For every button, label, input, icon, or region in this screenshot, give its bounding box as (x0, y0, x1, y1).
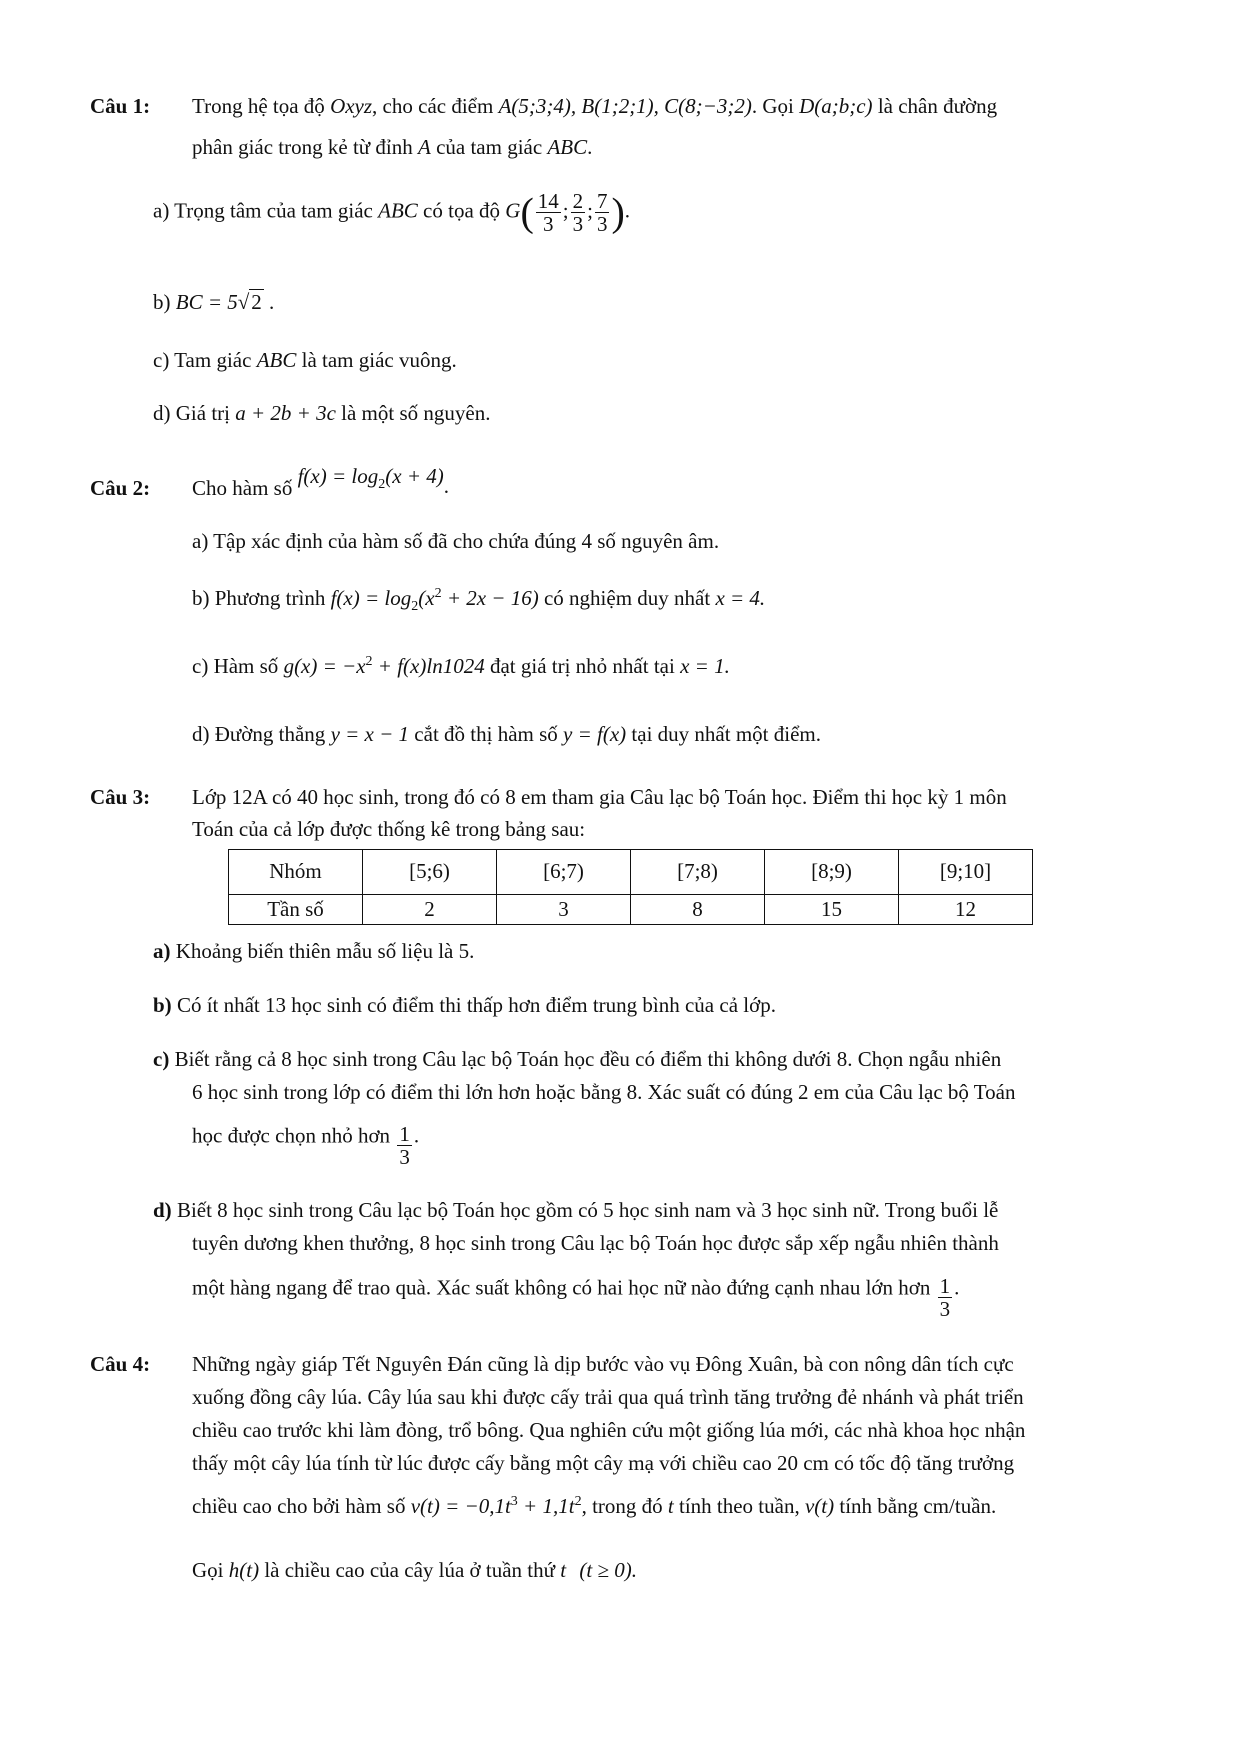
q1-line2-text-b: của tam giác (436, 135, 543, 159)
q3-b-label: b) (153, 993, 172, 1017)
q1-d-text2: là một số nguyên. (341, 401, 491, 425)
q2-c-solution: x = 1. (680, 654, 730, 678)
q3-statement-b (153, 991, 776, 1020)
q4-line6-condition: (t ≥ 0). (579, 1558, 637, 1582)
q3-a-label: a) (153, 939, 171, 963)
table-header-cell: [6;7) (497, 850, 631, 895)
q3-c-line2: 6 học sinh trong lớp có điểm thi lớn hơn hoặc bằng 8. Xác suất có đúng 2 em của Câu lạc bộ Toán (192, 1080, 1016, 1104)
q4-velocity-fn-2: + 1,1t (517, 1494, 575, 1518)
fraction: $\frac{7}{3}$ (596, 189, 608, 237)
q1-a-triangle: ABC (378, 198, 418, 223)
q4-sup-1: 3 (510, 1494, 518, 1509)
q1-line-2: phân giác trong kẻ từ đỉnh A của tam giác ABC. (192, 135, 593, 159)
q1-point-d: D(a;b;c) (799, 94, 873, 118)
q4-line-6 (192, 1556, 637, 1585)
q4-var-t: t (667, 1494, 674, 1518)
table-row (229, 895, 1033, 925)
fraction: $\frac{1}{3}$ (399, 1122, 410, 1170)
q2-b-math: f(x) = log (330, 586, 412, 610)
q1-d-text: d) Giá trị (153, 401, 230, 425)
q2-statement-c (192, 652, 730, 681)
frequency-table (228, 849, 1033, 925)
q2-statement-d (192, 720, 821, 749)
q2-intro: Cho hàm số $f(x) = \log_2(x + 4)$. (192, 464, 449, 500)
q1-line-1 (192, 92, 997, 121)
q2-b-text2: có nghiệm duy nhất (543, 586, 711, 610)
q4-line5-text-c: tính theo tuần, (678, 1494, 800, 1518)
q1-vertex: A (418, 135, 431, 159)
table-header-cell: [8;9) (765, 850, 899, 895)
q3-d-line1: Biết 8 học sinh trong Câu lạc bộ Toán học gồm có 5 học sinh nam và 3 học sinh nữ. Trong buổi lễ (176, 1198, 999, 1222)
q4-line5-text-d: tính bằng cm/tuần. (839, 1494, 997, 1518)
table-cell: 2 (363, 895, 497, 925)
q2-statement-a (192, 527, 719, 556)
q2-b-solution: x = 4. (715, 586, 766, 610)
q2-d-text: d) Đường thẳng (192, 722, 326, 746)
q3-a-text: Khoảng biến thiên mẫu số liệu là 5. (175, 939, 475, 963)
q1-text-d: là chân đường (877, 94, 998, 118)
q4-line6-text-b: là chiều cao của cây lúa ở tuần thứ (264, 1558, 556, 1582)
q1-text-b: , cho các điểm (372, 94, 494, 118)
q2-d-text2: cắt đồ thị hàm số (414, 722, 558, 746)
q4-line6-t: t (560, 1558, 567, 1582)
q2-func-base: 2 (378, 477, 386, 493)
q1-b-math: BC = 5 (175, 290, 238, 314)
q1-b-text: b) (153, 290, 171, 314)
table-cell: Tần số (229, 895, 363, 925)
q3-b-text: Có ít nhất 13 học sinh có điểm thi thấp hơn điểm trung bình của cả lớp. (176, 993, 776, 1017)
q3-d-line3: một hàng ngang để trao quà. Xác suất không có hai học nữ nào đứng cạnh nhau lớn hơn $\frac{1}{3}$ . (192, 1274, 960, 1322)
q4-line-2: xuống đồng cây lúa. Cây lúa sau khi được cấy trải qua quá trình tăng trưởng đẻ nhánh và phát triển (192, 1385, 1024, 1409)
table-cell: 15 (765, 895, 899, 925)
q2-b-text: b) Phương trình (192, 586, 326, 610)
q3-line-1: Lớp 12A có 40 học sinh, trong đó có 8 em tham gia Câu lạc bộ Toán học. Điểm thi học kỳ 1 môn (192, 785, 1007, 809)
q4-line5-text: chiều cao cho bởi hàm số (192, 1494, 406, 1518)
q2-d-math2: y = f(x) (563, 722, 627, 746)
q4-line-5 (192, 1492, 996, 1521)
q4-sup-2: 2 (574, 1494, 582, 1509)
q2-b-arg2: + 2x − 16) (441, 586, 539, 610)
table-row (229, 850, 1033, 895)
q1-statement-b: b) BC = 5√2 . (153, 290, 275, 314)
q1-d-math: a + 2b + 3c (235, 401, 336, 425)
q1-statement-c (153, 346, 457, 375)
q4-velocity-fn-1: v(t) = −0,1t (410, 1494, 511, 1518)
q4-line4-text-b: cm có tốc độ tăng trưởng (803, 1451, 1015, 1475)
q2-c-sup: 2 (365, 654, 373, 669)
q2-a-text: a) Tập xác định của hàm số đã cho chứa đúng 4 số nguyên âm. (192, 529, 720, 553)
question-4-label: Câu 4: (90, 1352, 151, 1376)
q2-b-arg1: (x (418, 586, 435, 610)
q3-statement-a (153, 937, 474, 966)
question-3-label: Câu 3: (90, 785, 151, 809)
q1-text-c: . Gọi (751, 94, 794, 118)
q1-points: A(5;3;4), B(1;2;1), C(8;−3;2) (498, 94, 752, 118)
q2-b-sup: 2 (434, 586, 442, 601)
q1-c-triangle: ABC (256, 348, 297, 372)
q1-c-text: c) Tam giác (153, 348, 252, 372)
q1-text: Trong hệ tọa độ (192, 94, 325, 118)
table-cell: 3 (497, 895, 631, 925)
fraction: $\frac{14}{3}$ (537, 189, 559, 237)
q4-line4-number: 20 (776, 1451, 798, 1475)
table-cell: 8 (631, 895, 765, 925)
q2-c-text: c) Hàm số (192, 654, 279, 678)
q1-line2-text: phân giác trong kẻ từ đỉnh (192, 135, 413, 159)
q1-statement-a: a) Trọng tâm của tam giác ABC có tọa độ G( $\frac{14}{3}$ ; $\frac{2}{3}$ ; $\frac{7}{3}$ ). (153, 189, 631, 237)
q1-a-text: a) Trọng tâm của tam giác (153, 198, 373, 223)
q4-vt: v(t) (804, 1494, 835, 1518)
q4-line-3: chiều cao trước khi làm đòng, trổ bông. Qua nghiên cứu một giống lúa mới, các nhà khoa học nhận (192, 1418, 1026, 1442)
table-header-cell: [5;6) (363, 850, 497, 895)
q3-c-line3-text: học được chọn nhỏ hơn (192, 1123, 391, 1148)
q3-c-label: c) (153, 1047, 170, 1071)
q2-intro-text: Cho hàm số (192, 476, 293, 500)
q2-c-text2: đạt giá trị nhỏ nhất tại (489, 654, 675, 678)
q2-b-base: 2 (411, 599, 419, 615)
q2-c-math1: g(x) = −x (283, 654, 366, 678)
q4-ht: h(t) (228, 1558, 260, 1582)
fraction: $\frac{1}{3}$ (939, 1274, 951, 1322)
table-header-cell: [9;10] (899, 850, 1033, 895)
q3-statement-c (153, 1045, 1001, 1074)
q3-d-line2: tuyên dương khen thưởng, 8 học sinh trong Câu lạc bộ Toán học được sắp xếp ngẫu nhiên thành (192, 1231, 999, 1255)
q1-c-text2: là tam giác vuông. (301, 348, 457, 372)
q1-a-text2: có tọa độ (423, 198, 501, 223)
q2-func-arg: (x + 4) (385, 464, 444, 488)
q4-line4-text: thấy một cây lúa tính từ lúc được cấy bằng một cây mạ với chiều cao (192, 1451, 772, 1475)
question-1-label: Câu 1: (90, 94, 151, 118)
q3-statement-d (153, 1196, 998, 1225)
q2-d-text3: tại duy nhất một điểm. (631, 722, 821, 746)
q3-c-line1: Biết rằng cả 8 học sinh trong Câu lạc bộ Toán học đều có điểm thi không dưới 8. Chọn ngẫu nhiên (174, 1047, 1002, 1071)
fraction: $\frac{2}{3}$ (572, 189, 584, 237)
table-header-cell: Nhóm (229, 850, 363, 895)
q4-line-1: Những ngày giáp Tết Nguyên Đán cũng là dịp bước vào vụ Đông Xuân, bà con nông dân tích cực (192, 1352, 1014, 1376)
q3-c-line3: học được chọn nhỏ hơn $\frac{1}{3}$ . (192, 1122, 420, 1170)
q2-c-math2: + f(x)ln1024 (372, 654, 485, 678)
q1-b-root: 2 (251, 290, 262, 314)
q4-line5-text-b: , trong đó (581, 1494, 663, 1518)
table-header-cell: [7;8) (631, 850, 765, 895)
q2-d-math: y = x − 1 (330, 722, 410, 746)
q1-a-g: G (505, 198, 521, 223)
q3-d-line3-text: một hàng ngang để trao quà. Xác suất không có hai học nữ nào đứng cạnh nhau lớn hơn (192, 1275, 931, 1300)
q1-space: Oxyz (330, 94, 373, 118)
q1-triangle: ABC (547, 135, 588, 159)
table-cell: 12 (899, 895, 1033, 925)
q3-line-2: Toán của cả lớp được thống kê trong bảng sau: (192, 817, 586, 841)
q2-statement-b (192, 584, 765, 617)
q1-statement-d (153, 399, 490, 428)
q2-func: f(x) = log (297, 464, 379, 488)
q4-line6-text: Gọi (192, 1558, 224, 1582)
q3-d-label: d) (153, 1198, 172, 1222)
q4-line-4 (192, 1449, 1014, 1478)
question-2-label: Câu 2: (90, 476, 151, 500)
